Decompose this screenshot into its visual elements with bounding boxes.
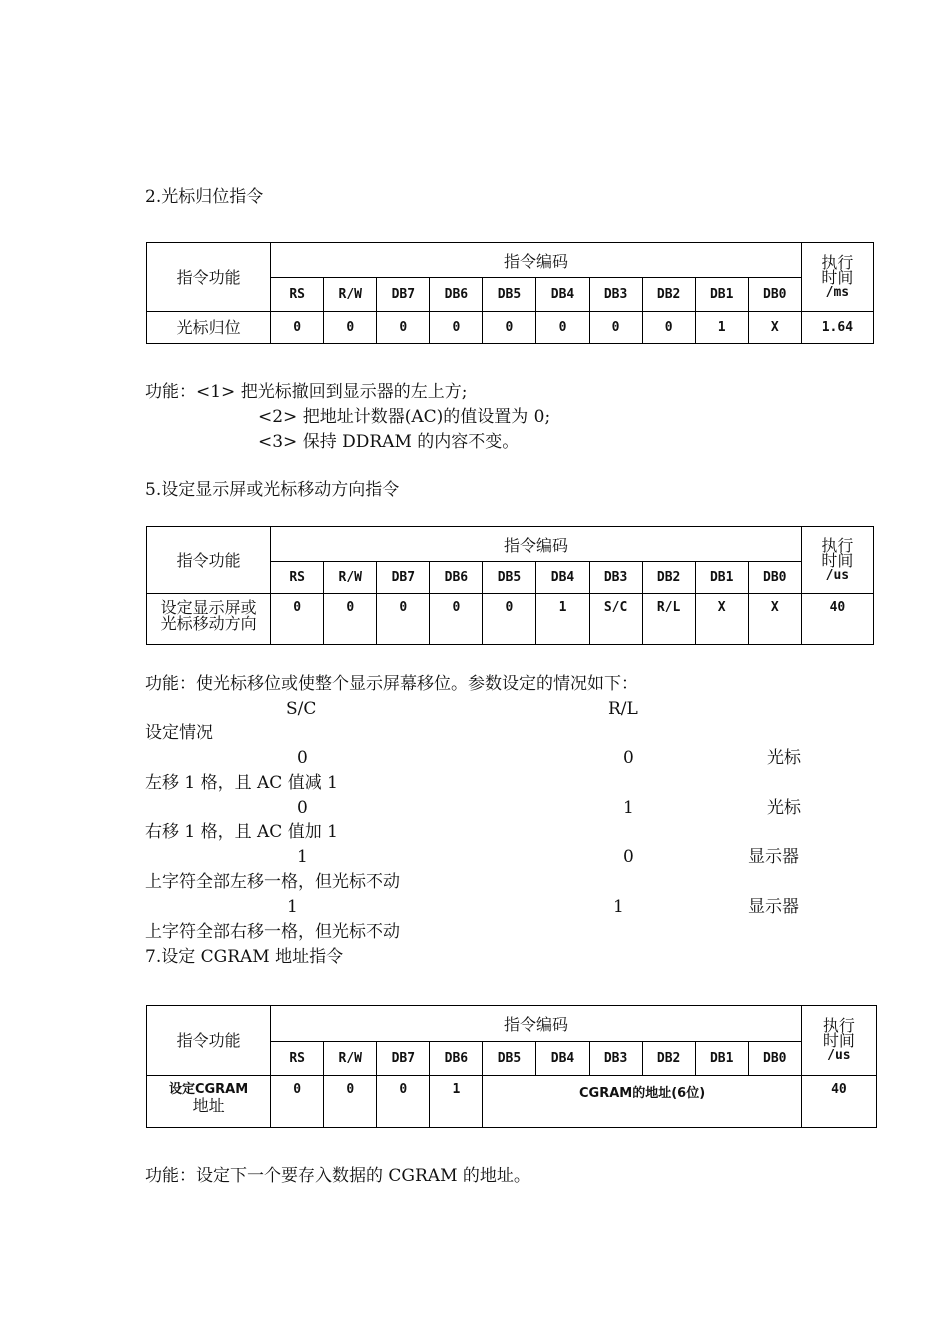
bit-value: 1 <box>430 1076 483 1128</box>
bit-header: DB6 <box>430 562 483 594</box>
shift-row-desc: 右移 1 格，且 AC 值加 1 <box>145 822 338 842</box>
bit-value: S/C <box>589 594 642 645</box>
bit-header: DB0 <box>748 1042 801 1076</box>
exec-time-header <box>801 243 873 312</box>
shift-row-rl: 1 <box>623 798 634 818</box>
shift-instruction-table <box>146 526 874 645</box>
bit-value: 0 <box>377 594 430 645</box>
bit-value: 0 <box>324 312 377 344</box>
shift-func-intro: 功能：使光标移位或使整个显示屏幕移位。参数设定的情况如下： <box>145 674 638 694</box>
bit-value: 1 <box>695 312 748 344</box>
bit-value: 0 <box>430 312 483 344</box>
bit-header: DB5 <box>483 1042 536 1076</box>
bit-header: DB0 <box>748 562 801 594</box>
shift-row-target: 光标 <box>767 798 801 818</box>
col-sc-label: S/C <box>286 699 317 719</box>
time-unit: /ms <box>825 284 850 300</box>
bit-header: R/W <box>324 1042 377 1076</box>
encoding-header: 指令编码 <box>271 527 802 562</box>
bit-header: DB1 <box>695 278 748 312</box>
bit-header: DB2 <box>642 562 695 594</box>
shift-row-target: 显示器 <box>748 847 799 867</box>
bit-header: DB6 <box>430 278 483 312</box>
func-description-line-1: 功能：<1> 把光标撤回到显示器的左上方; <box>145 382 468 402</box>
bit-header: DB5 <box>483 278 536 312</box>
bit-value: 0 <box>430 594 483 645</box>
bit-value: 0 <box>324 594 377 645</box>
bit-header: DB4 <box>536 278 589 312</box>
exec-label: 执行 <box>822 1016 855 1035</box>
bit-value: 0 <box>536 312 589 344</box>
exec-time-value: 1.64 <box>801 312 873 344</box>
cursor-home-instruction-table <box>146 242 874 344</box>
shift-row-sc: 1 <box>297 847 308 867</box>
section-heading-shift: 5.设定显示屏或光标移动方向指令 <box>145 480 400 500</box>
bit-value: 0 <box>589 312 642 344</box>
shift-row-sc: 0 <box>297 748 308 768</box>
time-label: 时间 <box>822 1031 855 1050</box>
row-function: 光标归位 <box>147 312 271 344</box>
bit-value: 0 <box>377 1076 430 1128</box>
bit-header: DB6 <box>430 1042 483 1076</box>
bit-value: 0 <box>483 312 536 344</box>
shift-row-sc: 1 <box>287 897 298 917</box>
bit-header: DB1 <box>695 562 748 594</box>
section-heading-cgram: 7.设定 CGRAM 地址指令 <box>145 947 344 967</box>
row-function <box>147 1076 271 1128</box>
func-description-line-2: <2> 把地址计数器(AC)的值设置为 0; <box>258 407 551 427</box>
bit-header: DB5 <box>483 562 536 594</box>
col-rl-label: R/L <box>608 699 638 719</box>
shift-row-target: 显示器 <box>748 897 799 917</box>
shift-row-rl: 0 <box>623 748 634 768</box>
bit-header: DB7 <box>377 562 430 594</box>
bit-header: DB3 <box>589 562 642 594</box>
bit-header: DB7 <box>377 278 430 312</box>
bit-header: RS <box>271 278 324 312</box>
bit-header: RS <box>271 562 324 594</box>
row-function-line-2: 光标移动方向 <box>160 614 257 633</box>
bit-value: 0 <box>271 312 324 344</box>
exec-time-header <box>801 1006 876 1076</box>
shift-row-sc: 0 <box>297 798 308 818</box>
time-unit: /us <box>827 1048 851 1063</box>
exec-label: 执行 <box>821 535 854 555</box>
shift-row-rl: 0 <box>623 847 634 867</box>
time-unit: /us <box>825 567 850 583</box>
bit-header: R/W <box>324 562 377 594</box>
bit-header: DB1 <box>695 1042 748 1076</box>
bit-header: DB7 <box>377 1042 430 1076</box>
bit-value: 1 <box>536 594 589 645</box>
bit-header: DB3 <box>589 278 642 312</box>
shift-row-target: 光标 <box>767 748 801 768</box>
shift-row-desc: 上字符全部右移一格，但光标不动 <box>145 922 400 942</box>
shift-row-desc: 上字符全部左移一格，但光标不动 <box>145 872 400 892</box>
cgram-func-description: 功能：设定下一个要存入数据的 CGRAM 的地址。 <box>145 1166 531 1186</box>
section-heading-cursor-home: 2.光标归位指令 <box>145 187 264 207</box>
bit-header: R/W <box>324 278 377 312</box>
bit-value: X <box>748 594 801 645</box>
bit-value: 0 <box>483 594 536 645</box>
encoding-header: 指令编码 <box>271 243 802 278</box>
shift-row-rl: 1 <box>613 897 624 917</box>
function-header: 指令功能 <box>147 243 271 312</box>
func-description-line-3: <3> 保持 DDRAM 的内容不变。 <box>258 432 520 452</box>
bit-header: DB4 <box>536 1042 589 1076</box>
bit-value: X <box>748 312 801 344</box>
shift-row-desc: 左移 1 格，且 AC 值减 1 <box>145 773 338 793</box>
bit-header: DB3 <box>589 1042 642 1076</box>
encoding-header: 指令编码 <box>271 1006 802 1042</box>
bit-header: DB0 <box>748 278 801 312</box>
cgram-address-field: CGRAM的地址(6位) <box>483 1076 801 1128</box>
bit-value: 0 <box>271 594 324 645</box>
bit-header: DB4 <box>536 562 589 594</box>
bit-value: 0 <box>642 312 695 344</box>
row-function <box>147 594 271 645</box>
bit-value: 0 <box>377 312 430 344</box>
bit-header: RS <box>271 1042 324 1076</box>
function-header: 指令功能 <box>147 1006 271 1076</box>
bit-value: X <box>695 594 748 645</box>
row-function-line-2: 地址 <box>192 1096 225 1115</box>
bit-header: DB2 <box>642 1042 695 1076</box>
bit-value: R/L <box>642 594 695 645</box>
col-setting-label: 设定情况 <box>145 723 213 743</box>
time-label: 时间 <box>821 550 854 570</box>
bit-header: DB2 <box>642 278 695 312</box>
function-header: 指令功能 <box>147 527 271 594</box>
exec-time-value: 40 <box>801 594 873 645</box>
exec-time-value: 40 <box>801 1076 876 1128</box>
exec-label: 执行 <box>821 252 854 272</box>
bit-value: 0 <box>271 1076 324 1128</box>
cgram-instruction-table <box>146 1005 877 1128</box>
row-function-line-1: 设定CGRAM <box>168 1082 249 1097</box>
exec-time-header <box>801 527 873 594</box>
bit-value: 0 <box>324 1076 377 1128</box>
time-label: 时间 <box>821 267 854 287</box>
row-function-line-1: 设定显示屏或 <box>160 598 257 617</box>
